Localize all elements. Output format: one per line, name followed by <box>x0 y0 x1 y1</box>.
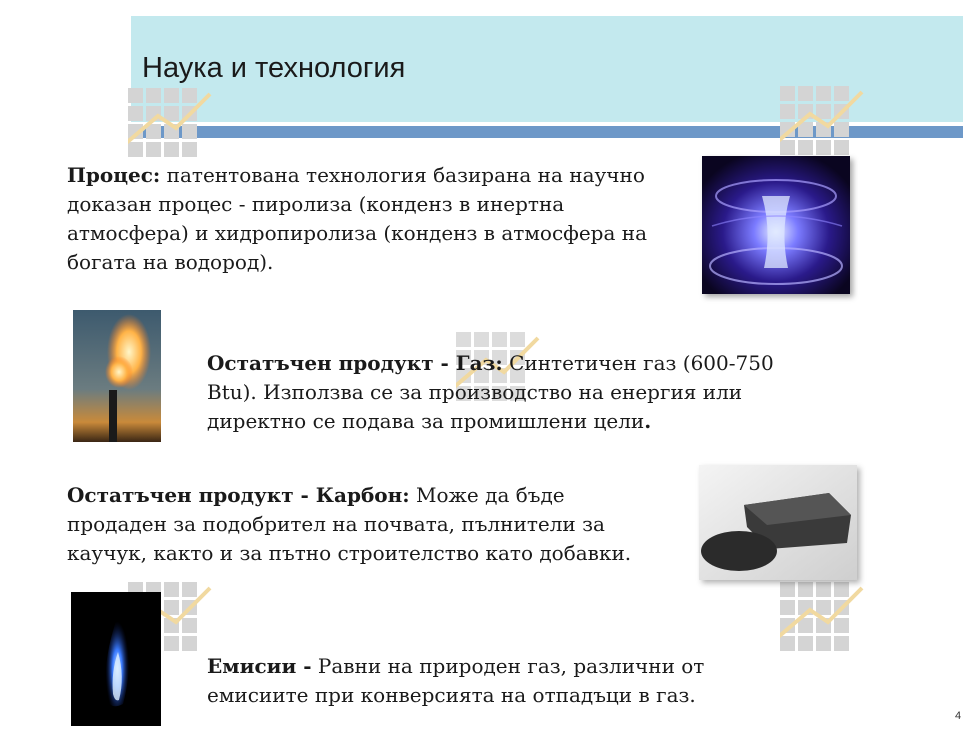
grid-arrow-decoration <box>128 88 214 160</box>
page-number: 4 <box>955 710 962 722</box>
emissions-text: Равни на природен газ, различни от емисиите при конверсията на отпадъци в газ. <box>207 654 705 707</box>
process-label: Процес: <box>67 163 161 187</box>
carbon-black-image <box>699 465 857 580</box>
carbon-label: Остатъчен продукт - Карбон: <box>67 483 410 507</box>
blue-flame-image <box>71 592 161 726</box>
process-paragraph <box>67 161 657 277</box>
grid-arrow-decoration <box>780 86 866 158</box>
carbon-paragraph <box>67 481 667 568</box>
process-text: патентована технология базирана на научно доказан процес - пиролиза (конденз в инертна атмосфера) и хидропиролиза (конденз в атмосфера на богата на водород). <box>67 163 647 274</box>
carbon-text: Може да бъде продаден за подобрител на почвата, пълнители за каучук, както и за пътно строителство като добавки. <box>67 483 632 565</box>
gas-text: Синтетичен газ (600-750 Btu). Използва се за производство на енергия или директно се подава за промишлени цели <box>207 351 774 433</box>
plasma-vortex-image <box>702 156 850 294</box>
gas-flare-image <box>73 310 161 442</box>
gas-label: Остатъчен продукт - Газ: <box>207 351 503 375</box>
slide-title: Наука и технология <box>142 52 406 84</box>
grid-arrow-decoration <box>780 582 866 654</box>
gas-paragraph <box>207 349 807 436</box>
emissions-paragraph <box>207 652 767 710</box>
gas-trail: . <box>644 409 652 433</box>
emissions-label: Емисии - <box>207 654 312 678</box>
